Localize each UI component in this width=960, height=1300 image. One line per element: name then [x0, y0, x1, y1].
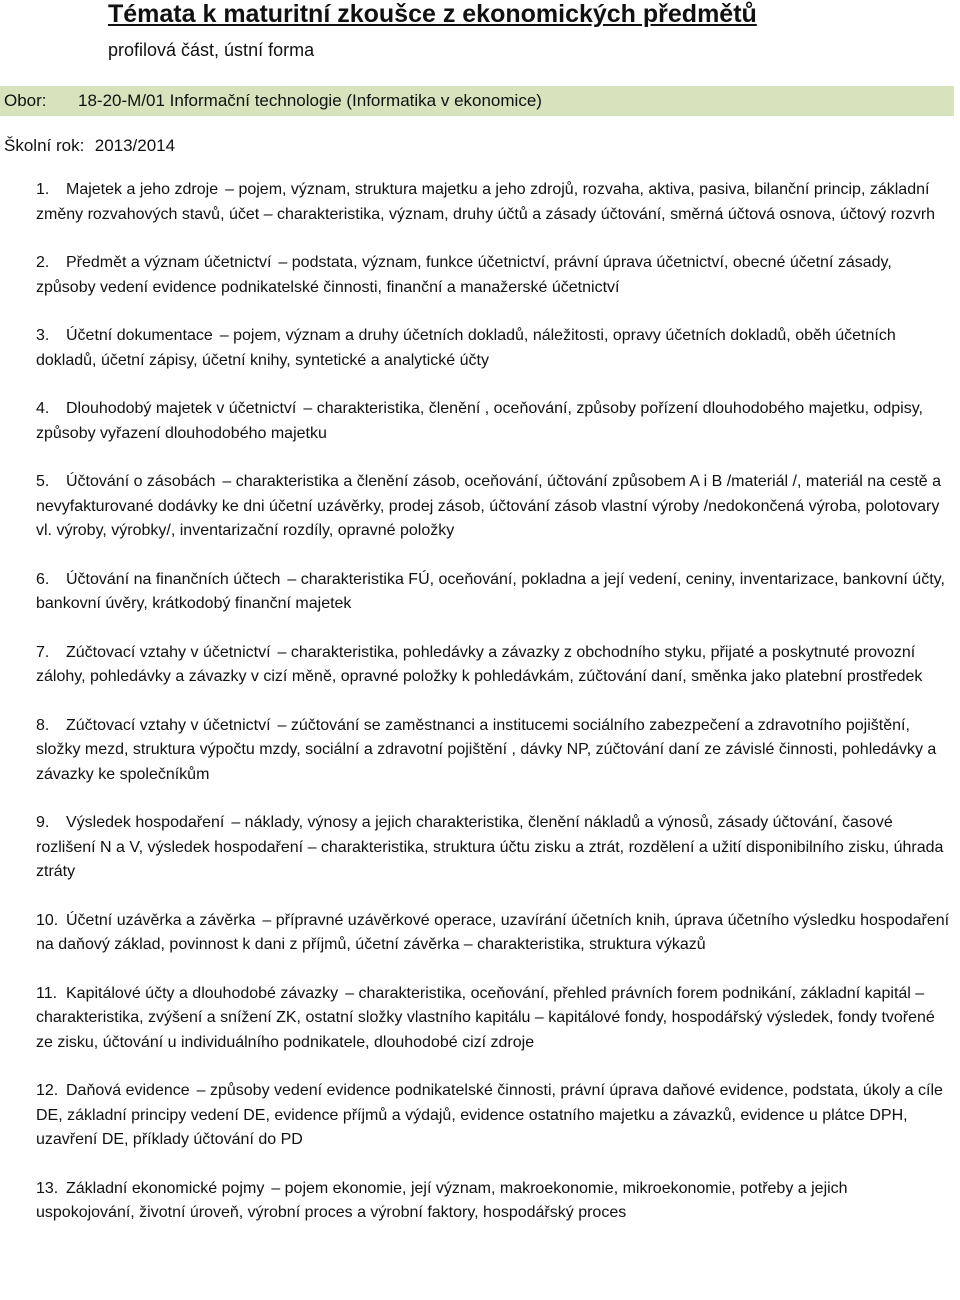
topic-number: 4. [36, 400, 50, 417]
school-year-label: Školní rok: [4, 136, 85, 155]
topic-number: 5. [36, 473, 50, 490]
topic-title: Účtování na finančních účtech [66, 570, 281, 588]
topic-number: 7. [36, 643, 50, 661]
topic-item [36, 714, 950, 788]
topic-item [36, 909, 950, 958]
topic-item [36, 397, 950, 446]
topic-text: – charakteristika FÚ, oceňování, pokladna a její vedení, ceniny, inventarizace, bankovní účty, bankovní úvěry, krátkodobý finanční majetek [36, 570, 945, 612]
topic-title: Účetní dokumentace [66, 327, 213, 344]
topic-list [36, 178, 950, 1250]
topic-text: – pojem ekonomie, její význam, makroekonomie, mikroekonomie, potřeby a jejich uspokojování, životní úroveň, výrobní proces a výrobní faktory, hospodářský proces [36, 1179, 848, 1221]
topic-item [36, 1079, 950, 1153]
topic-item [36, 470, 950, 544]
topic-title: Majetek a jeho zdroje [66, 181, 219, 198]
school-year-value: 2013/2014 [94, 136, 176, 155]
obor-value: 18-20-M/01 Informační technologie (Informatika v ekonomice) [78, 91, 542, 110]
topic-number: 2. [36, 254, 50, 271]
topic-item [36, 324, 950, 373]
obor-label: Obor: [4, 91, 47, 110]
topic-title: Základní ekonomické pojmy [66, 1179, 265, 1197]
topic-item [36, 982, 950, 1056]
page-title: Témata k maturitní zkoušce z ekonomických předmětů [108, 0, 757, 28]
topic-title: Předmět a význam účetnictví [66, 254, 272, 271]
topic-title: Zúčtovací vztahy v účetnictví [66, 643, 271, 661]
topic-item [36, 641, 950, 690]
topic-number: 6. [36, 570, 50, 588]
topic-text: – přípravné uzávěrkové operace, uzavírání účetních knih, úprava účetního výsledku hospodaření na daňový základ, povinnost k dani z příjmů, účetní závěrka – charakteristika, struktura výkazů [36, 911, 950, 953]
topic-number: 11. [36, 984, 58, 1002]
topic-title: Dlouhodobý majetek v účetnictví [66, 400, 297, 417]
obor-band [0, 86, 954, 116]
topic-number: 8. [36, 716, 50, 734]
page-subtitle: profilová část, ústní forma [108, 40, 315, 60]
topic-item [36, 251, 950, 300]
topic-text: – náklady, výnosy a jejich charakteristika, členění nákladů a výnosů, zásady účtování, časové rozlišení N a V, výsledek hospodaření – charakteristika, struktura účtu zisku a ztrát, rozdělení a užití disponibilního zisku, úhrada ztráty [36, 814, 944, 880]
topic-text: – zúčtování se zaměstnanci a institucemi sociálního zabezpečení a zdravotního pojištění, složky mezd, struktura výpočtu mzdy, sociální a zdravotní pojištění , dávky NP, zúčtování daní ze závislé činnosti, pohledávky a závazky ke společníkům [36, 716, 937, 783]
topic-number: 10. [36, 911, 59, 929]
topic-title: Daňová evidence [66, 1082, 190, 1099]
topic-text: – charakteristika a členění zásob, oceňování, účtování způsobem A i B /materiál /, materiál na cestě a nevyfakturované dodávky ke dni účetní uzávěrky, prodej zásob, účtování zásob vlastní výroby /nedokončená výroba, polotovary vl. výroby, výrobky/, inventarizační rozdíly, opravné položky [36, 473, 942, 539]
topic-item [36, 568, 950, 617]
topic-text: – charakteristika, členění , oceňování, způsoby pořízení dlouhodobého majetku, odpisy, způsoby vyřazení dlouhodobého majetku [36, 400, 923, 442]
topic-number: 12. [36, 1082, 59, 1099]
topic-title: Účetní uzávěrka a závěrka [66, 911, 256, 929]
topic-number: 13. [36, 1179, 59, 1197]
topic-title: Účtování o zásobách [66, 473, 216, 490]
topic-item [36, 178, 950, 227]
topic-item [36, 1177, 950, 1226]
topic-title: Výsledek hospodaření [66, 814, 225, 831]
topic-text: – pojem, význam a druhy účetních dokladů, náležitosti, opravy účetních dokladů, oběh účetních dokladů, účetní zápisy, účetní knihy, syntetické a analytické účty [36, 327, 896, 369]
topic-number: 3. [36, 327, 50, 344]
topic-title: Zúčtovací vztahy v účetnictví [66, 716, 271, 734]
topic-number: 9. [36, 814, 50, 831]
topic-text: – podstata, význam, funkce účetnictví, právní úprava účetnictví, obecné účetní zásady, způsoby vedení evidence podnikatelské činnosti, finanční a manažerské účetnictví [36, 254, 892, 296]
topic-item [36, 811, 950, 885]
topic-text: – způsoby vedení evidence podnikatelské činnosti, právní úprava daňové evidence, podstata, úkoly a cíle DE, základní principy vedení DE, evidence příjmů a výdajů, evidence ostatního majetku a závazků, evidence u plátce DPH, uzavření DE, příklady účtování do PD [36, 1082, 943, 1148]
topic-text: – charakteristika, oceňování, přehled právních forem podnikání, základní kapitál – charakteristika, zvýšení a snížení ZK, ostatní složky vlastního kapitálu – kapitálové fondy, hospodářský výsledek, fondy tvořené ze zisku, účtování u individuálního podnikatele, dlouhodobé cizí zdroje [36, 984, 935, 1051]
topic-text: – charakteristika, pohledávky a závazky z obchodního styku, přijaté a poskytnuté provozní zálohy, pohledávky a závazky v cizí měně, opravné položky k pohledávkám, zúčtování daní, směnka jako platební prostředek [36, 643, 923, 685]
school-year [4, 136, 175, 156]
topic-text: – pojem, význam, struktura majetku a jeho zdrojů, rozvaha, aktiva, pasiva, bilanční princip, základní změny rozvahových stavů, účet – charakteristika, význam, druhy účtů a zásady účtování, směrná účtová osnova, účtový rozvrh [36, 181, 936, 223]
topic-title: Kapitálové účty a dlouhodobé závazky [66, 984, 339, 1002]
topic-number: 1. [36, 181, 50, 198]
